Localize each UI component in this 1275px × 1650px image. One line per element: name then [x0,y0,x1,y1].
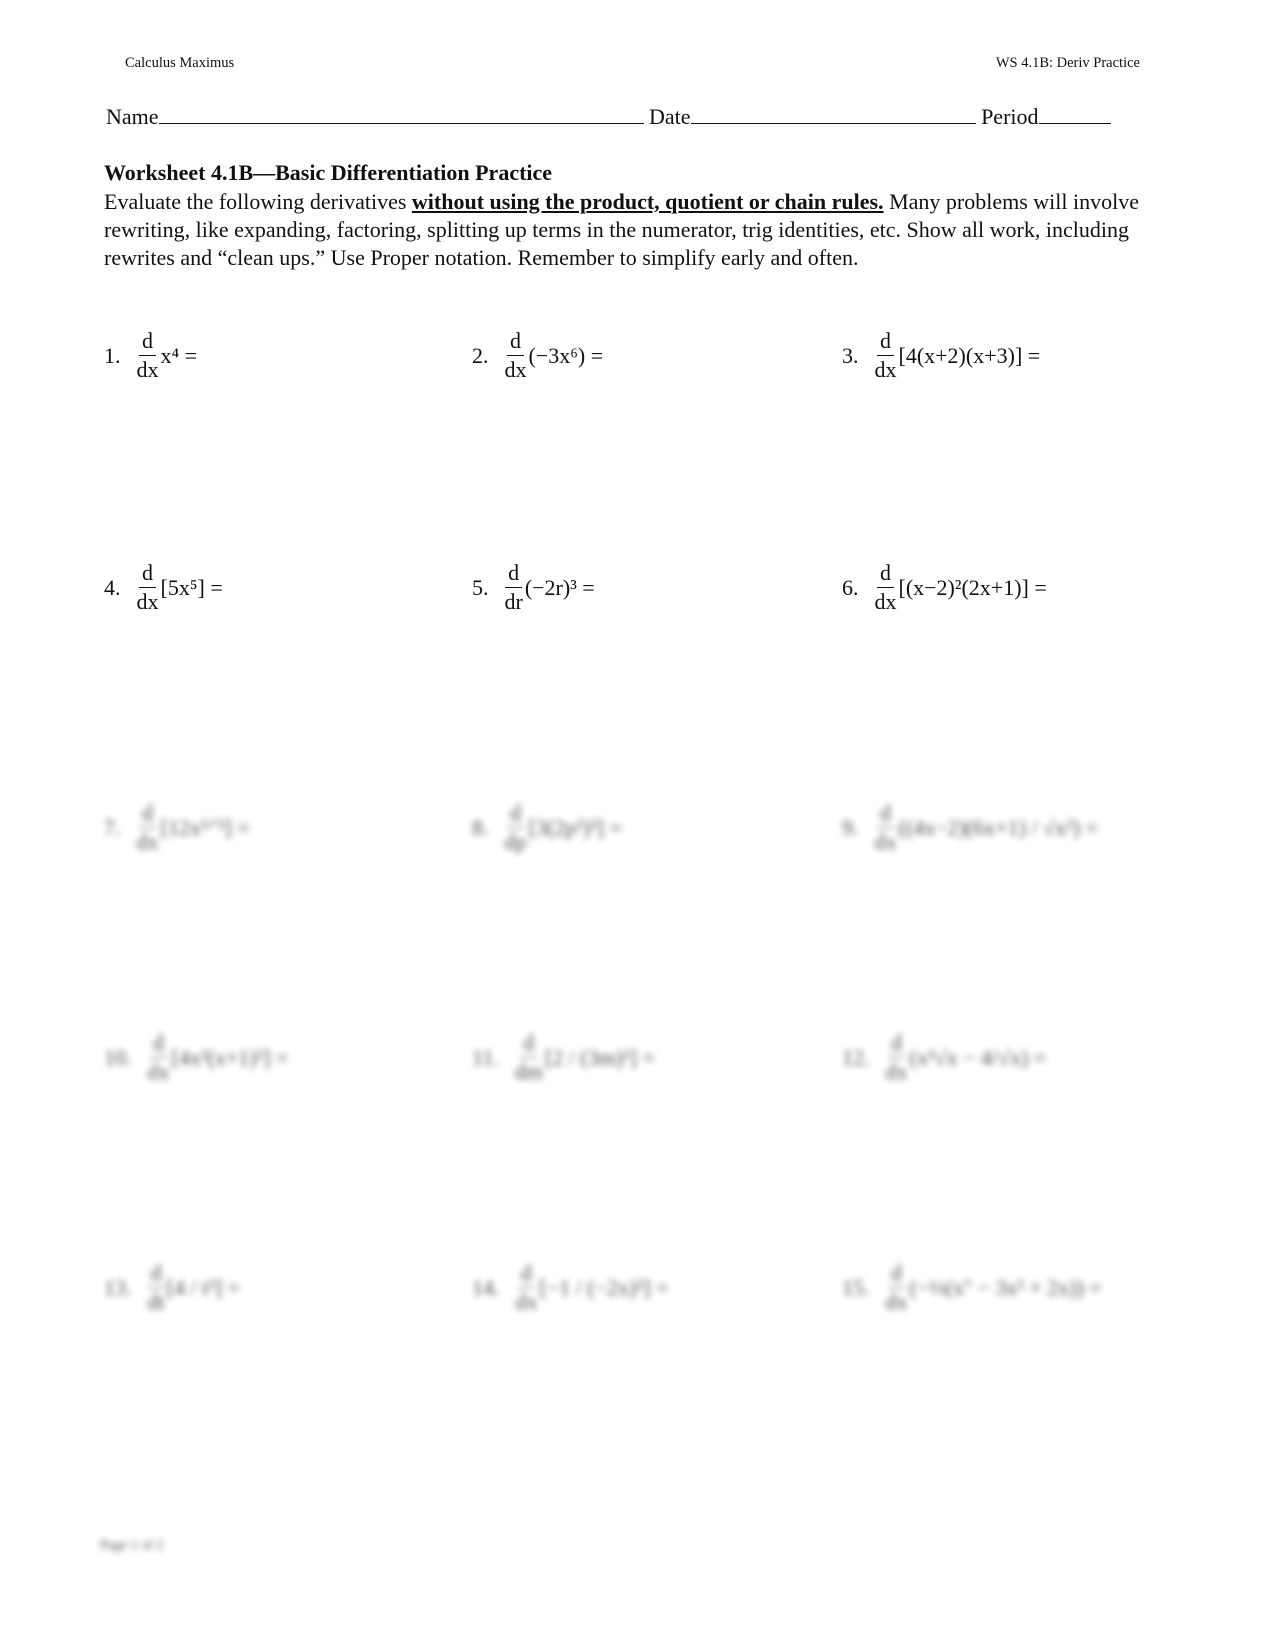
derivative-operator [137,802,159,853]
problem-number: 2. [472,342,489,368]
problem-9 [842,802,1098,853]
date-blank [691,105,976,124]
derivative-denominator: dx [874,589,897,614]
problem-5 [472,562,595,613]
problem-expression: [5x⁵] = [160,574,223,600]
problem-7 [104,802,250,853]
problem-number: 5. [472,574,489,600]
problem-number: 4. [104,574,121,600]
derivative-denominator: dx [136,357,159,382]
derivative-operator [886,1032,908,1083]
derivative-operator [137,562,159,613]
instructions-text-rest: Many problems will involve rewriting, like expanding, factoring, splitting up terms in the numerator, trig identities, etc. Show all work, including rewrites and “clean ups.” Use Proper notation. Remember to simplify early and often. [104,189,1139,270]
derivative-numerator: d [505,562,522,588]
problem-expression: [−1 / (−2x)³] = [539,1274,669,1300]
problem-expression: (−⅓(x⁷ − 3x² + 2x)) = [909,1274,1102,1300]
period-blank [1039,105,1111,124]
problem-expression: x⁴ = [160,342,198,368]
problem-number: 7. [104,814,121,840]
name-blank [159,105,644,124]
derivative-operator [505,330,527,381]
derivative-operator [137,330,159,381]
derivative-numerator: d [877,802,894,828]
problem-expression: [(x−2)²(2x+1)] = [898,574,1047,600]
problem-4 [104,562,223,613]
problem-expression: [2 / (3m)²] = [544,1044,655,1070]
problem-expression: [3(2p²)³] = [528,814,622,840]
problem-14 [472,1262,668,1313]
instructions-emphasis: without using the product, quotient or chain rules. [411,189,884,214]
derivative-operator [505,802,527,853]
problem-8 [472,802,622,853]
problem-expression: (x³√x − 4/√x) = [909,1044,1047,1070]
derivative-numerator: d [518,1262,535,1288]
derivative-numerator: d [139,330,156,356]
problem-number: 15. [842,1274,870,1300]
derivative-denominator: dx [504,357,527,382]
instructions-text: Evaluate the following derivatives [104,189,412,214]
derivative-denominator: dx [515,1289,538,1314]
derivative-numerator: d [139,802,156,828]
problem-1 [104,330,197,381]
derivative-numerator: d [877,330,894,356]
course-header: Calculus Maximus [125,55,235,71]
derivative-numerator: d [139,562,156,588]
name-label: Name [106,104,159,129]
derivative-denominator: dt [147,1289,165,1314]
derivative-denominator: dx [136,829,159,854]
problem-expression: [12x⁵ᐟ³] = [160,814,250,840]
problem-expression: (−3x⁶) = [528,342,604,368]
derivative-numerator: d [520,1032,537,1058]
problem-expression: [4(x+2)(x+3)] = [898,342,1041,368]
problem-expression: [4x²(x+1)²] = [171,1044,289,1070]
problem-number: 3. [842,342,859,368]
derivative-denominator: dx [874,829,897,854]
derivative-numerator: d [888,1032,905,1058]
problem-number: 9. [842,814,859,840]
problem-10 [104,1032,288,1083]
derivative-denominator: dx [136,589,159,614]
derivative-numerator: d [877,562,894,588]
period-label: Period [981,104,1039,129]
problem-expression: (−2r)³ = [524,574,595,600]
problem-number: 8. [472,814,489,840]
instructions [104,188,1174,272]
derivative-denominator: dm [514,1059,543,1084]
problem-expression: [4 / t³] = [166,1274,241,1300]
derivative-denominator: dp [504,829,527,854]
problem-number: 10. [104,1044,132,1070]
worksheet-title: Worksheet 4.1B—Basic Differentiation Practice [104,160,553,185]
problem-number: 14. [472,1274,500,1300]
problem-number: 12. [842,1044,870,1070]
derivative-operator [875,562,897,613]
problem-3 [842,330,1040,381]
derivative-numerator: d [507,330,524,356]
derivative-denominator: dx [885,1059,908,1084]
derivative-numerator: d [150,1032,167,1058]
derivative-denominator: dx [147,1059,170,1084]
derivative-denominator: dx [885,1289,908,1314]
problem-expression: ((4x−2)(6x+1) / √x²) = [898,814,1098,840]
problem-number: 6. [842,574,859,600]
derivative-operator [875,802,897,853]
derivative-operator [148,1032,170,1083]
problem-2 [472,330,603,381]
derivative-operator [886,1262,908,1313]
derivative-operator [148,1262,165,1313]
derivative-numerator: d [148,1262,165,1288]
derivative-operator [515,1032,543,1083]
page-footer: Page 1 of 2 [100,1538,164,1553]
problem-13 [104,1262,240,1313]
worksheet-code-header: WS 4.1B: Deriv Practice [995,55,1140,71]
problem-6 [842,562,1047,613]
problem-15 [842,1262,1102,1313]
derivative-operator [875,330,897,381]
derivative-denominator: dx [874,357,897,382]
derivative-numerator: d [507,802,524,828]
derivative-operator [505,562,523,613]
derivative-operator [516,1262,538,1313]
problem-number: 1. [104,342,121,368]
problem-11 [472,1032,655,1083]
derivative-numerator: d [888,1262,905,1288]
date-label: Date [649,104,691,129]
derivative-denominator: dr [504,589,523,614]
student-info-row [106,104,1166,130]
problem-12 [842,1032,1046,1083]
problem-number: 11. [472,1044,499,1070]
problem-number: 13. [104,1274,132,1300]
